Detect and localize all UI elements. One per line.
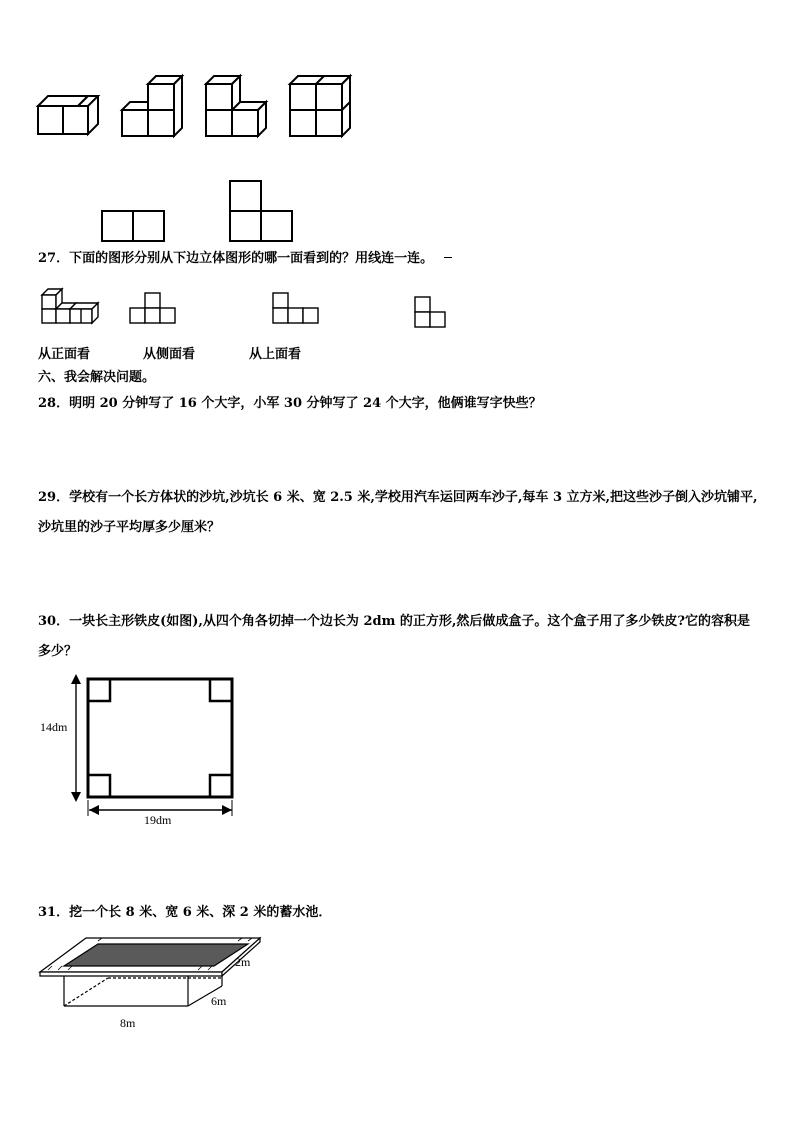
q29-text: 29．学校有一个长方体状的沙坑,沙坑长 6 米、宽 2.5 米,学校用汽车运回两车沙子,每车 3 立方米,把这些沙子倒入沙坑铺平,沙坑里的沙子平均厚多少厘米？ [38,490,758,535]
view-shape-two-squares [101,210,165,242]
q31-length-label: 8m [120,1016,136,1030]
q30-width-label: 19dm [144,813,172,827]
q31-text: 31．挖一个长 8 米、宽 6 米、深 2 米的蓄水池． [38,905,332,920]
q28-text: 28．明明 20 分钟写了 16 个大字，小军 30 分钟写了 24 个大字，他俩谁写字快些？ [38,396,542,411]
q27-view-b [272,292,320,326]
cube-solid-1 [38,92,102,136]
section-title: 六、我会解决问题。 [38,370,156,385]
view-label-front: 从正面看 [38,347,91,362]
q27-view-a [129,292,177,326]
cube-solid-3 [206,76,270,138]
q27-view-c [414,296,448,330]
cube-solid-2 [122,76,186,138]
q27-solid [40,287,102,325]
q31-width-label: 6m [211,994,227,1008]
q31-pool-figure [38,934,278,1034]
cube-solid-4 [290,76,354,138]
q31-depth-label: 2m [235,955,251,969]
q30-height-label: 14dm [40,720,68,734]
q27-question: 27．下面的图形分别从下边立体图形的哪一面看到的？用线连一连。 [38,251,434,266]
view-shape-l-three-squares [229,180,293,242]
dash-mark [444,257,452,258]
q30-figure [36,674,246,834]
view-label-side: 从侧面看 [143,347,196,362]
view-label-top: 从上面看 [249,347,302,362]
q30-text: 30．一块长主形铁皮(如图),从四个角各切掉一个边长为 2dm 的正方形,然后做成盒子。这个盒子用了多少铁皮?它的容积是多少？ [38,614,751,659]
